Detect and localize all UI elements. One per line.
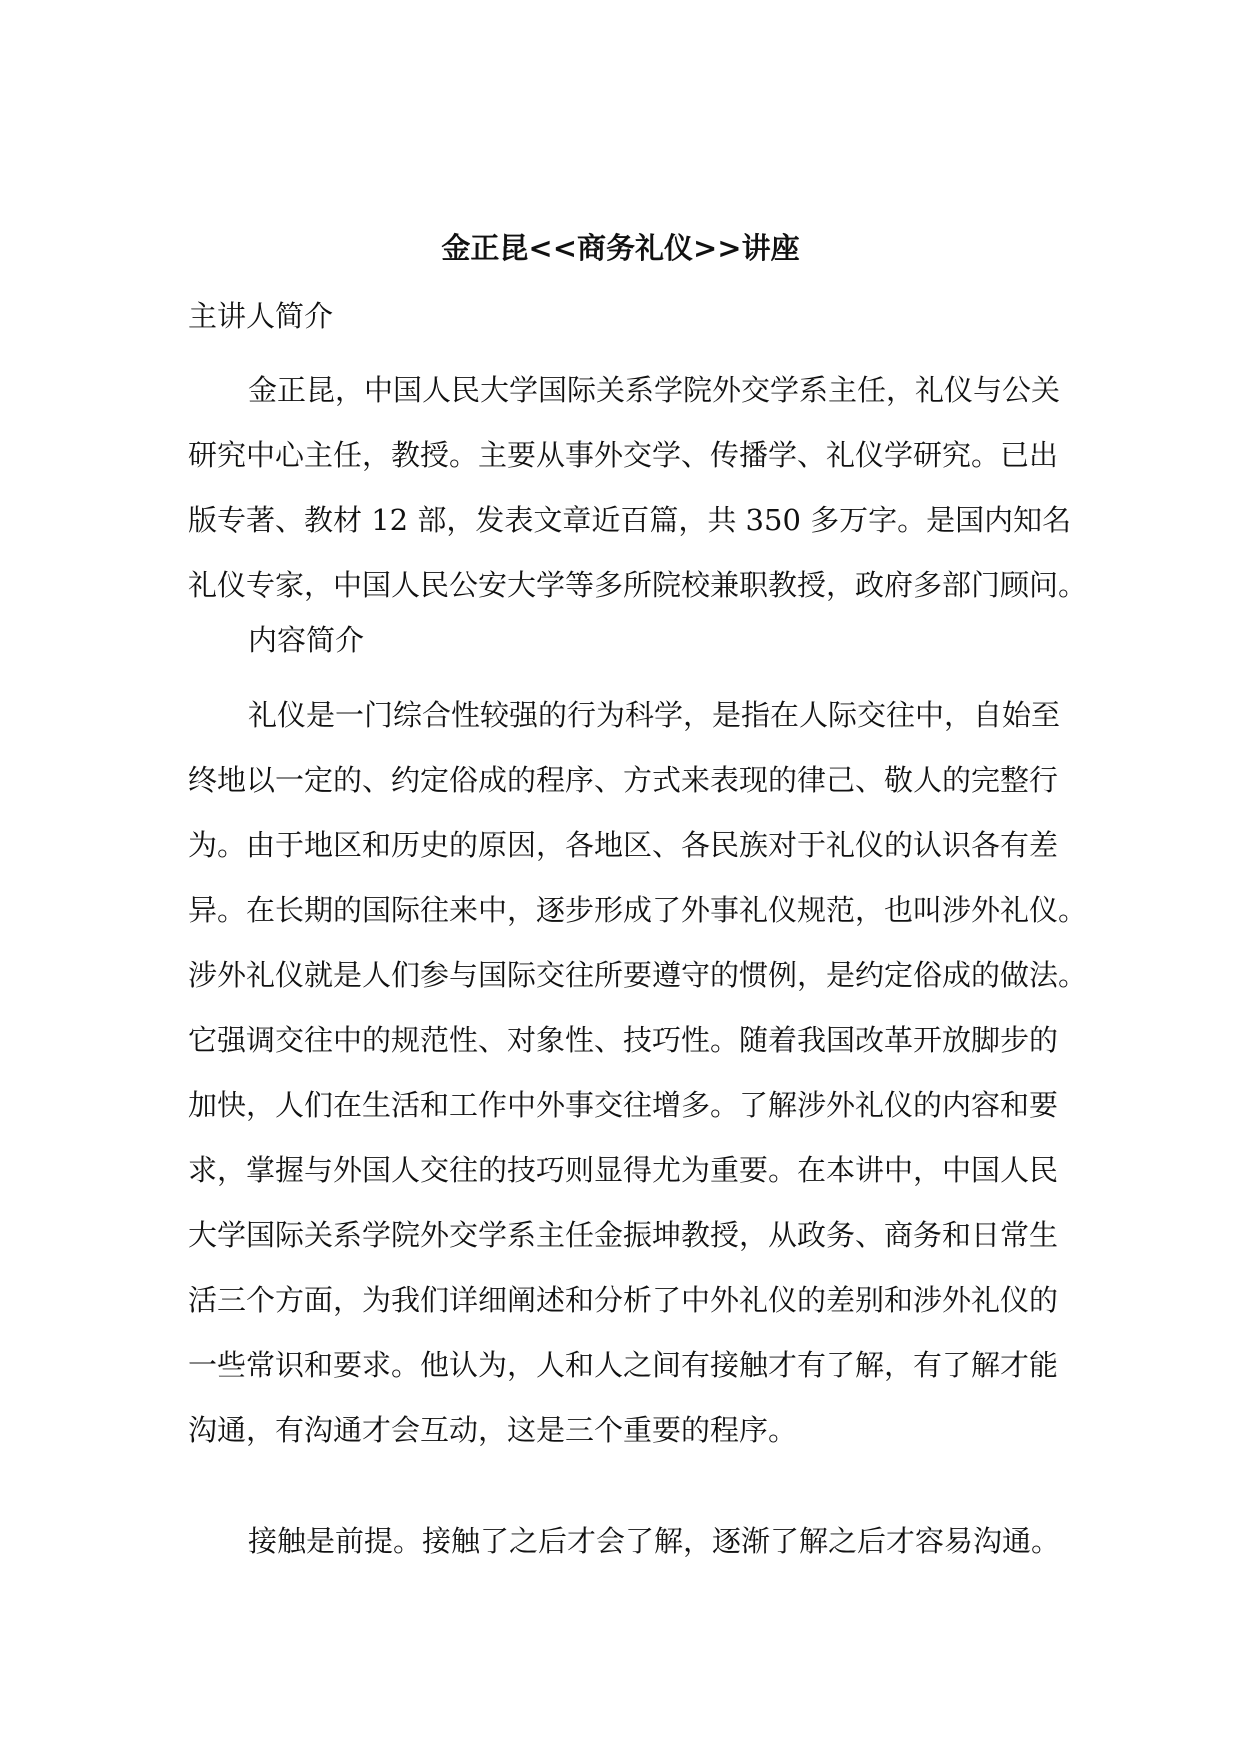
content-line: 异。在长期的国际往来中，逐步形成了外事礼仪规范，也叫涉外礼仪。: [188, 893, 1088, 927]
content-line: 礼仪是一门综合性较强的行为科学，是指在人际交往中，自始至: [248, 698, 1061, 732]
bio-line: 礼仪专家，中国人民公安大学等多所院校兼职教授，政府多部门顾问。: [188, 568, 1088, 602]
content-line: 为。由于地区和历史的原因，各地区、各民族对于礼仪的认识各有差: [188, 828, 1059, 862]
content-line: 沟通，有沟通才会互动，这是三个重要的程序。: [188, 1413, 798, 1447]
content-heading: 内容简介: [248, 623, 365, 657]
content-paragraph: [188, 683, 1088, 1463]
content-line: 它强调交往中的规范性、对象性、技巧性。随着我国改革开放脚步的: [188, 1023, 1059, 1057]
bio-line: 研究中心主任，教授。主要从事外交学、传播学、礼仪学研究。已出: [188, 438, 1059, 472]
speaker-heading: 主讲人简介: [188, 299, 334, 333]
content-line: 求，掌握与外国人交往的技巧则显得尤为重要。在本讲中，中国人民: [188, 1153, 1059, 1187]
content-line: 活三个方面，为我们详细阐述和分析了中外礼仪的差别和涉外礼仪的: [188, 1283, 1059, 1317]
content-line: 终地以一定的、约定俗成的程序、方式来表现的律己、敬人的完整行: [188, 763, 1059, 797]
content-line: 大学国际关系学院外交学系主任金振坤教授，从政务、商务和日常生: [188, 1218, 1059, 1252]
speaker-bio-paragraph: [188, 358, 1088, 618]
content-line: 加快，人们在生活和工作中外事交往增多。了解涉外礼仪的内容和要: [188, 1088, 1059, 1122]
closing-paragraph: 接触是前提。接触了之后才会了解，逐渐了解之后才容易沟通。: [248, 1524, 1061, 1558]
content-line: 涉外礼仪就是人们参与国际交往所要遵守的惯例，是约定俗成的做法。: [188, 958, 1088, 992]
bio-line: 版专著、教材 12 部，发表文章近百篇，共 350 多万字。是国内知名: [188, 503, 1072, 537]
bio-line: 金正昆，中国人民大学国际关系学院外交学系主任，礼仪与公关: [248, 373, 1061, 407]
content-line: 一些常识和要求。他认为，人和人之间有接触才有了解，有了解才能: [188, 1348, 1059, 1382]
document-title: 金正昆<<商务礼仪>>讲座: [441, 231, 800, 265]
